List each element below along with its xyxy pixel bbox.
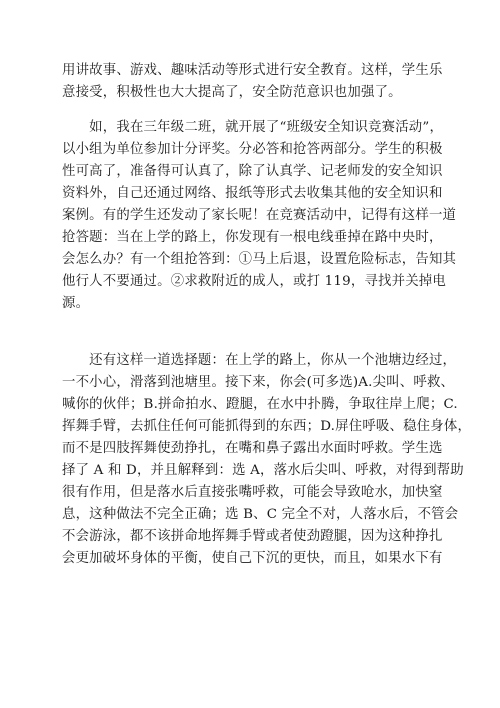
text-line: 会更加破坏身体的平衡，使自己下沉的更快，而且，如果水下有 xyxy=(62,551,443,566)
text-line: 源。 xyxy=(62,296,90,311)
text-line: 如，我在三年级二班，就开展了“班级安全知识竞赛活动”， xyxy=(62,120,444,135)
text-line: 以小组为单位参加计分评奖。分必答和抢答两部分。学生的积极 xyxy=(62,142,443,157)
paragraph-knowledge-contest xyxy=(62,117,462,315)
text-line: 用讲故事、游戏、趣味活动等形式进行安全教育。这样，学生乐 xyxy=(62,63,443,78)
text-line: 息，这种做法不完全正确；选 B、C 完全不对，人落水后，不管会 xyxy=(62,507,459,522)
text-line: 很有作用，但是落水后直接张嘴呼救，可能会导致呛水，加快窒 xyxy=(62,485,443,500)
text-line: 一不小心，滑落到池塘里。接下来，你会(可多选)A.尖叫、呼救、 xyxy=(62,375,455,390)
text-line: 而不是四肢挥舞使劲挣扎，在嘴和鼻子露出水面时呼救。学生选 xyxy=(62,441,443,456)
text-line: 抢答题：当在上学的路上，你发现有一根电线垂掉在路中央时， xyxy=(62,230,443,245)
text-line: 意接受，积极性也大大提高了，安全防范意识也加强了。 xyxy=(62,85,402,100)
text-line: 资料外，自己还通过网络、报纸等形式去收集其他的安全知识和 xyxy=(62,186,443,201)
text-line: 不会游泳，都不该拼命地挥舞手臂或者使劲蹬腿，因为这种挣扎 xyxy=(62,529,443,544)
text-line: 喊你的伙伴；B.拼命拍水、蹬腿，在水中扑腾，争取往岸上爬；C. xyxy=(62,397,458,412)
text-line: 性可高了，准备得可认真了，除了认真学、记老师发的安全知识 xyxy=(62,164,443,179)
text-line: 挥舞手臂，去抓住任何可能抓得到的东西；D.屏住呼吸、稳住身体， xyxy=(62,419,472,434)
text-line: 还有这样一道选择题：在上学的路上，你从一个池塘边经过， xyxy=(62,353,457,368)
paragraph-intro-continuation xyxy=(62,60,462,104)
text-line: 案例。有的学生还发动了家长呢！在竞赛活动中，记得有这样一道 xyxy=(62,208,457,223)
text-line: 他行人不要通过。②求救附近的成人，或打 119，寻找并关掉电 xyxy=(62,274,446,289)
text-line: 会怎么办？有一个组抢答到：①马上后退，设置危险标志，告知其 xyxy=(62,252,457,267)
text-line: 择了 A 和 D，并且解释到：选 A，落水后尖叫、呼救，对得到帮助 xyxy=(62,463,464,478)
paragraph-choice-question xyxy=(62,350,472,570)
